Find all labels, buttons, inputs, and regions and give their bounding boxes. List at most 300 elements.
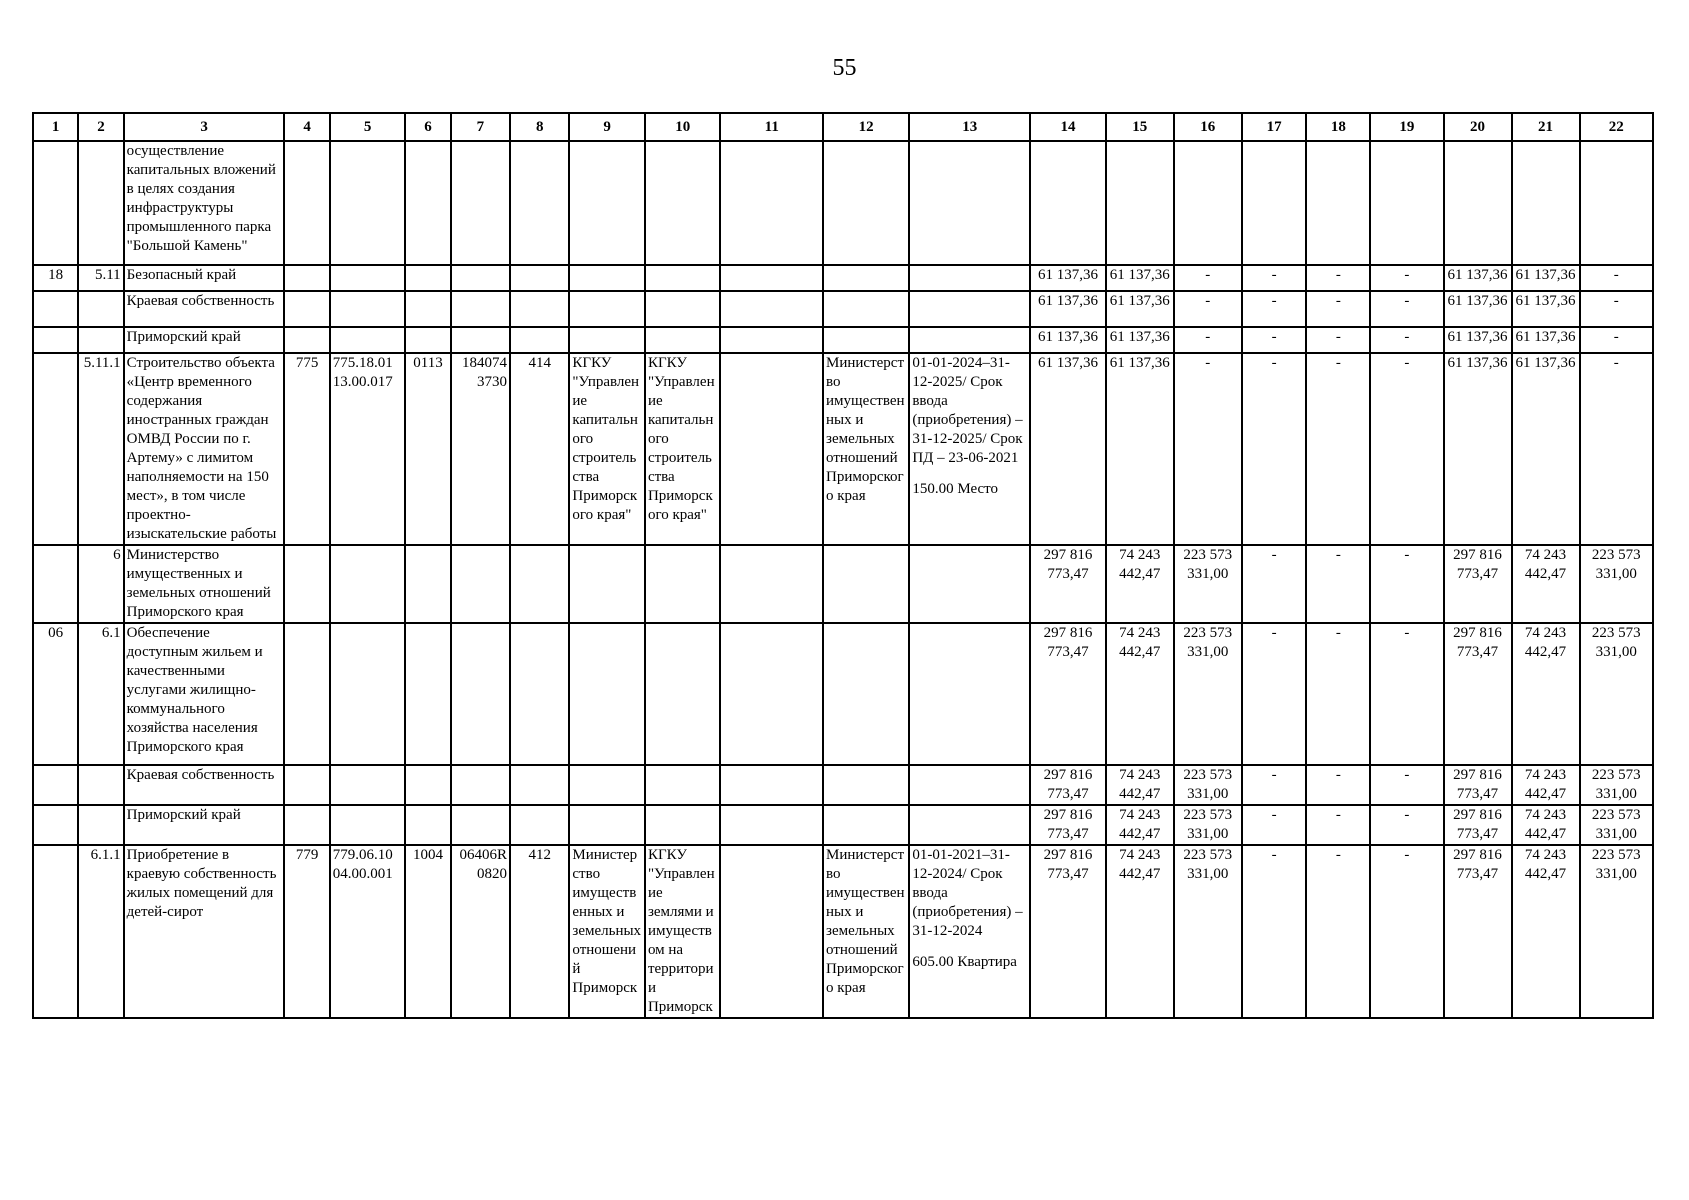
table-cell-col-8 [510, 765, 569, 805]
table-cell-col-12 [823, 265, 909, 291]
cell-text: 223 573 331,00 [1591, 847, 1641, 882]
cell-text: - [1404, 547, 1410, 563]
table-cell-col-15 [1106, 545, 1174, 623]
cell-text: Строительство объекта «Центр временного содержания иностранных граждан ОМВД России по г. Артему» с лимитом наполняемости на 150 мест», в том числе проектно-изыскательские работы [126, 355, 277, 542]
table-cell-col-22 [1580, 291, 1653, 327]
table-cell-col-12 [823, 327, 909, 353]
table-cell-col-2 [78, 765, 123, 805]
table-cell-col-14 [1030, 623, 1106, 765]
table-cell-col-17 [1242, 623, 1307, 765]
table-cell-col-21 [1512, 265, 1580, 291]
table-cell-col-18 [1306, 327, 1370, 353]
cell-text: 223 573 331,00 [1591, 767, 1641, 802]
cell-text: 1004 [413, 847, 443, 863]
table-cell-col-22 [1580, 265, 1653, 291]
table-cell-col-22 [1580, 623, 1653, 765]
table-cell-col-19 [1370, 845, 1443, 1018]
header-cell: 18 [1306, 113, 1370, 141]
cell-text: 223 573 331,00 [1591, 625, 1641, 660]
table-cell-col-18 [1306, 765, 1370, 805]
table-cell-col-17 [1242, 845, 1307, 1018]
cell-text: 61 137,36 [1447, 267, 1508, 283]
table-cell-col-10 [645, 353, 721, 545]
cell-text: - [1404, 847, 1410, 863]
table-cell-col-18 [1306, 265, 1370, 291]
table-cell-col-1 [33, 545, 78, 623]
cell-text: - [1271, 547, 1277, 563]
cell-text: Приморский край [126, 329, 241, 345]
table-cell-col-16 [1174, 545, 1242, 623]
cell-text: - [1613, 293, 1619, 309]
cell-text: 184074 3730 [462, 355, 508, 390]
table-cell-col-21 [1512, 291, 1580, 327]
cell-text: - [1404, 293, 1410, 309]
table-cell-col-6 [405, 765, 450, 805]
table-cell-col-19 [1370, 327, 1443, 353]
cell-text: - [1271, 625, 1277, 641]
table-cell-col-15 [1106, 765, 1174, 805]
table-cell-col-5 [330, 545, 406, 623]
table-cell-col-16 [1174, 845, 1242, 1018]
table-cell-col-9 [569, 141, 645, 265]
table-cell-col-9 [569, 765, 645, 805]
cell-text: - [1205, 329, 1211, 345]
table-cell-col-17 [1242, 353, 1307, 545]
table-cell-col-13 [909, 765, 1030, 805]
table-cell-col-7 [451, 327, 510, 353]
table-cell-col-1 [33, 353, 78, 545]
cell-text: - [1404, 267, 1410, 283]
table-cell-col-7 [451, 141, 510, 265]
table-cell-col-10 [645, 265, 721, 291]
table-cell-col-18 [1306, 545, 1370, 623]
table-cell-col-14 [1030, 765, 1106, 805]
cell-text: 297 816 773,47 [1453, 625, 1502, 660]
table-cell-col-15 [1106, 265, 1174, 291]
cell-text: осуществление капитальных вложений в целях создания инфраструктуры промышленного парка "Большой Камень" [126, 143, 276, 254]
budget-table [32, 112, 1654, 1019]
table-cell-col-15 [1106, 623, 1174, 765]
header-cell: 8 [510, 113, 569, 141]
cell-text: 61 137,36 [1515, 293, 1576, 309]
table-cell-col-4 [284, 845, 329, 1018]
table-cell-col-16 [1174, 291, 1242, 327]
table-cell-col-5 [330, 291, 406, 327]
table-cell-col-18 [1306, 291, 1370, 327]
cell-text: 297 816 773,47 [1453, 807, 1502, 842]
cell-text: 297 816 773,47 [1453, 847, 1502, 882]
cell-text: - [1271, 807, 1277, 823]
table-cell-col-6 [405, 291, 450, 327]
cell-text: - [1271, 267, 1277, 283]
table-cell-col-16 [1174, 805, 1242, 845]
cell-text: 297 816 773,47 [1453, 547, 1502, 582]
cell-text: 223 573 331,00 [1183, 625, 1233, 660]
capacity-text: 605.00 Квартира [912, 954, 1017, 970]
header-row [33, 113, 1653, 141]
table-cell-col-22 [1580, 765, 1653, 805]
cell-text: - [1271, 355, 1277, 371]
cell-text: 5.11 [94, 267, 121, 283]
header-cell: 13 [909, 113, 1030, 141]
table-cell-col-15 [1106, 845, 1174, 1018]
table-cell-col-2 [78, 353, 123, 545]
page-number: 55 [832, 55, 857, 81]
table-cell-col-13 [909, 265, 1030, 291]
table-cell-col-2 [78, 291, 123, 327]
table-cell-col-22 [1580, 545, 1653, 623]
cell-text: 61 137,36 [1515, 267, 1576, 283]
table-cell-col-12 [823, 845, 909, 1018]
table-cell-col-5 [330, 353, 406, 545]
cell-text: 74 243 442,47 [1119, 847, 1161, 882]
table-cell-col-13 [909, 845, 1030, 1018]
table-cell-col-4 [284, 623, 329, 765]
table-cell-col-10 [645, 141, 721, 265]
cell-text: Краевая собственность [126, 767, 275, 783]
table-row [33, 265, 1653, 291]
cell-text: 5.11.1 [83, 355, 121, 371]
cell-text: 297 816 773,47 [1043, 807, 1093, 842]
cell-text: 06 [48, 625, 64, 641]
table-cell-col-2 [78, 141, 123, 265]
table-cell-col-6 [405, 265, 450, 291]
cell-text: Безопасный край [126, 267, 237, 283]
table-cell-col-6 [405, 623, 450, 765]
table-cell-col-12 [823, 353, 909, 545]
cell-text: 297 816 773,47 [1043, 767, 1093, 802]
table-cell-col-6 [405, 805, 450, 845]
table-cell-col-14 [1030, 141, 1106, 265]
cell-text: - [1205, 293, 1211, 309]
table-row [33, 327, 1653, 353]
table-cell-col-14 [1030, 805, 1106, 845]
table-cell-col-17 [1242, 545, 1307, 623]
table-cell-col-20 [1444, 805, 1512, 845]
cell-text: - [1335, 355, 1341, 371]
cell-text: 61 137,36 [1109, 329, 1170, 345]
table-cell-col-16 [1174, 265, 1242, 291]
table-cell-col-17 [1242, 327, 1307, 353]
header-cell: 17 [1242, 113, 1307, 141]
table-cell-col-10 [645, 623, 721, 765]
cell-text: 61 137,36 [1447, 293, 1508, 309]
table-cell-col-19 [1370, 141, 1443, 265]
table-cell-col-12 [823, 805, 909, 845]
cell-text: 775 [295, 355, 319, 371]
cell-text: Краевая собственность [126, 293, 275, 309]
cell-text: - [1404, 625, 1410, 641]
header-cell: 4 [284, 113, 329, 141]
table-cell-col-21 [1512, 353, 1580, 545]
table-cell-col-11 [720, 545, 823, 623]
table-cell-col-20 [1444, 353, 1512, 545]
table-cell-col-17 [1242, 265, 1307, 291]
cell-text: Министерство имущественных и земельных отношений Приморского края [826, 847, 905, 996]
cell-text: 74 243 442,47 [1119, 767, 1161, 802]
table-cell-col-9 [569, 327, 645, 353]
table-cell-col-20 [1444, 265, 1512, 291]
table-cell-col-8 [510, 805, 569, 845]
table-cell-col-17 [1242, 765, 1307, 805]
table-cell-col-3 [124, 291, 285, 327]
table-cell-col-10 [645, 805, 721, 845]
table-cell-col-8 [510, 141, 569, 265]
header-cell: 22 [1580, 113, 1653, 141]
cell-text: - [1335, 625, 1341, 641]
cell-text: - [1613, 267, 1619, 283]
cell-text: 297 816 773,47 [1043, 847, 1093, 882]
table-cell-col-8 [510, 545, 569, 623]
table-cell-col-11 [720, 845, 823, 1018]
table-cell-col-12 [823, 623, 909, 765]
table-cell-col-4 [284, 327, 329, 353]
table-cell-col-12 [823, 545, 909, 623]
table-cell-col-12 [823, 765, 909, 805]
table-cell-col-13 [909, 141, 1030, 265]
cell-text: - [1335, 329, 1341, 345]
table-cell-col-7 [451, 265, 510, 291]
table-cell-col-8 [510, 353, 569, 545]
table-cell-col-19 [1370, 265, 1443, 291]
cell-text: 74 243 442,47 [1119, 547, 1161, 582]
table-cell-col-10 [645, 327, 721, 353]
table-cell-col-11 [720, 265, 823, 291]
cell-text: 61 137,36 [1109, 293, 1170, 309]
table-cell-col-2 [78, 327, 123, 353]
cell-text: - [1404, 329, 1410, 345]
table-cell-col-18 [1306, 845, 1370, 1018]
table-row [33, 623, 1653, 765]
cell-text: 74 243 442,47 [1119, 807, 1161, 842]
cell-text: 297 816 773,47 [1043, 625, 1093, 660]
table-cell-col-20 [1444, 545, 1512, 623]
table-cell-col-3 [124, 353, 285, 545]
cell-text: 414 [528, 355, 551, 371]
cell-text: 01-01-2021–31-12-2024/ Срок ввода (приобретения) – 31-12-2024 [912, 847, 1023, 939]
table-cell-col-1 [33, 805, 78, 845]
table-cell-col-5 [330, 765, 406, 805]
cell-text: - [1335, 807, 1341, 823]
cell-text: 01-01-2024–31-12-2025/ Срок ввода (приобретения) – 31-12-2025/ Срок ПД – 23-06-2021 [912, 355, 1023, 466]
table-cell-col-19 [1370, 623, 1443, 765]
table-cell-col-20 [1444, 765, 1512, 805]
table-cell-col-7 [451, 291, 510, 327]
table-cell-col-13 [909, 327, 1030, 353]
table-cell-col-1 [33, 327, 78, 353]
cell-text: 74 243 442,47 [1524, 625, 1567, 660]
cell-text: - [1335, 767, 1341, 783]
table-cell-col-21 [1512, 545, 1580, 623]
header-cell: 2 [78, 113, 123, 141]
table-cell-col-6 [405, 353, 450, 545]
table-row [33, 805, 1653, 845]
header-cell: 16 [1174, 113, 1242, 141]
cell-text: 6.1.1 [90, 847, 121, 863]
table-cell-col-21 [1512, 845, 1580, 1018]
table-cell-col-9 [569, 845, 645, 1018]
table-cell-col-4 [284, 291, 329, 327]
cell-text: 61 137,36 [1109, 267, 1170, 283]
cell-text: - [1613, 329, 1619, 345]
table-cell-col-11 [720, 291, 823, 327]
table-cell-col-9 [569, 545, 645, 623]
cell-text: 61 137,36 [1515, 355, 1576, 371]
table-cell-col-14 [1030, 327, 1106, 353]
table-cell-col-5 [330, 623, 406, 765]
table-cell-col-9 [569, 623, 645, 765]
cell-text: - [1271, 767, 1277, 783]
table-cell-col-22 [1580, 327, 1653, 353]
table-cell-col-11 [720, 765, 823, 805]
table-cell-col-7 [451, 545, 510, 623]
cell-text: 61 137,36 [1037, 293, 1098, 309]
table-cell-col-19 [1370, 765, 1443, 805]
table-cell-col-4 [284, 765, 329, 805]
header-cell: 21 [1512, 113, 1580, 141]
cell-text: - [1335, 267, 1341, 283]
cell-text: 18 [48, 267, 64, 283]
table-cell-col-4 [284, 353, 329, 545]
cell-text: Обеспечение доступным жильем и качественными услугами жилищно-коммунального хозяйства населения Приморского края [126, 625, 263, 755]
table-cell-col-21 [1512, 327, 1580, 353]
table-cell-col-4 [284, 141, 329, 265]
table-cell-col-21 [1512, 805, 1580, 845]
cell-text: 74 243 442,47 [1119, 625, 1161, 660]
table-cell-col-5 [330, 141, 406, 265]
cell-text: 61 137,36 [1447, 329, 1508, 345]
table-cell-col-11 [720, 141, 823, 265]
table-row [33, 765, 1653, 805]
table-cell-col-9 [569, 805, 645, 845]
table-cell-col-11 [720, 623, 823, 765]
table-cell-col-16 [1174, 141, 1242, 265]
table-cell-col-20 [1444, 327, 1512, 353]
table-cell-col-2 [78, 265, 123, 291]
table-cell-col-15 [1106, 141, 1174, 265]
cell-text: 223 573 331,00 [1183, 767, 1233, 802]
table-cell-col-13 [909, 353, 1030, 545]
header-cell: 19 [1370, 113, 1443, 141]
cell-text: - [1205, 355, 1211, 371]
table-cell-col-16 [1174, 353, 1242, 545]
table-cell-col-3 [124, 623, 285, 765]
table-cell-col-19 [1370, 291, 1443, 327]
table-cell-col-14 [1030, 545, 1106, 623]
table-cell-col-7 [451, 805, 510, 845]
table-cell-col-12 [823, 141, 909, 265]
table-cell-col-20 [1444, 845, 1512, 1018]
table-row [33, 545, 1653, 623]
header-cell: 15 [1106, 113, 1174, 141]
cell-text: 61 137,36 [1447, 355, 1508, 371]
table-cell-col-6 [405, 141, 450, 265]
cell-text: 6.1 [101, 625, 121, 641]
table-cell-col-8 [510, 291, 569, 327]
table-cell-col-14 [1030, 265, 1106, 291]
table-cell-col-6 [405, 545, 450, 623]
table-cell-col-7 [451, 353, 510, 545]
table-cell-col-15 [1106, 327, 1174, 353]
header-cell: 3 [124, 113, 285, 141]
table-cell-col-4 [284, 805, 329, 845]
cell-text: 74 243 442,47 [1524, 767, 1567, 802]
table-cell-col-10 [645, 291, 721, 327]
table-row [33, 845, 1653, 1018]
table-cell-col-5 [330, 327, 406, 353]
header-cell: 10 [645, 113, 721, 141]
table-cell-col-1 [33, 141, 78, 265]
table-cell-col-6 [405, 327, 450, 353]
header-cell: 14 [1030, 113, 1106, 141]
table-cell-col-22 [1580, 845, 1653, 1018]
header-cell: 7 [451, 113, 510, 141]
table-cell-col-15 [1106, 353, 1174, 545]
table-cell-col-13 [909, 805, 1030, 845]
table-cell-col-17 [1242, 291, 1307, 327]
table-cell-col-18 [1306, 353, 1370, 545]
cell-text: - [1335, 547, 1341, 563]
table-cell-col-11 [720, 327, 823, 353]
table-cell-col-2 [78, 623, 123, 765]
cell-text: 223 573 331,00 [1183, 807, 1233, 842]
table-cell-col-7 [451, 845, 510, 1018]
header-cell: 11 [720, 113, 823, 141]
cell-text: 775.18.01 13.00.017 [332, 355, 393, 390]
table-cell-col-16 [1174, 623, 1242, 765]
cell-text: КГКУ "Управление землями и имуществом на территории Приморск [647, 847, 715, 1015]
cell-text: - [1404, 355, 1410, 371]
cell-text: Министерство имущественных и земельных отношений Приморского края [126, 547, 271, 620]
cell-text: 74 243 442,47 [1524, 807, 1567, 842]
table-cell-col-21 [1512, 765, 1580, 805]
table-cell-col-18 [1306, 805, 1370, 845]
table-cell-col-3 [124, 805, 285, 845]
table-cell-col-15 [1106, 291, 1174, 327]
table-cell-col-7 [451, 765, 510, 805]
table-row [33, 141, 1653, 265]
cell-text: 297 816 773,47 [1043, 547, 1093, 582]
table-cell-col-9 [569, 265, 645, 291]
cell-text: 61 137,36 [1109, 355, 1170, 371]
cell-text: - [1613, 355, 1619, 371]
table-cell-col-22 [1580, 141, 1653, 265]
table-cell-col-1 [33, 291, 78, 327]
table-cell-col-3 [124, 327, 285, 353]
table-cell-col-16 [1174, 327, 1242, 353]
table-cell-col-16 [1174, 765, 1242, 805]
cell-text: - [1404, 767, 1410, 783]
table-cell-col-4 [284, 265, 329, 291]
table-cell-col-10 [645, 545, 721, 623]
cell-text: 74 243 442,47 [1524, 847, 1567, 882]
table-cell-col-13 [909, 545, 1030, 623]
table-cell-col-19 [1370, 805, 1443, 845]
header-cell: 9 [569, 113, 645, 141]
cell-text: 223 573 331,00 [1183, 847, 1233, 882]
table-cell-col-8 [510, 327, 569, 353]
header-cell: 20 [1444, 113, 1512, 141]
cell-text: - [1205, 267, 1211, 283]
cell-text: 61 137,36 [1037, 267, 1098, 283]
cell-text: КГКУ "Управление капитального строительства Приморского края" [572, 355, 640, 523]
table-cell-col-8 [510, 623, 569, 765]
cell-text: Приобретение в краевую собственность жилых помещений для детей-сирот [126, 847, 277, 920]
cell-text: - [1335, 847, 1341, 863]
table-cell-col-20 [1444, 291, 1512, 327]
table-cell-col-9 [569, 353, 645, 545]
table-cell-col-21 [1512, 623, 1580, 765]
